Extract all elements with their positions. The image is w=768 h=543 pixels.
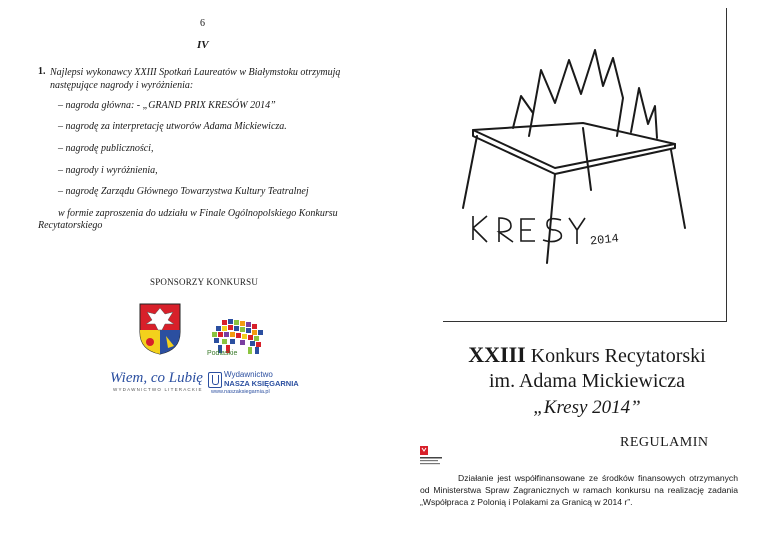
- invite-text: w formie zaproszenia do udziału w Finale Ogólnopolskiego Konkursu: [58, 208, 338, 219]
- award-item: – nagrodę publiczności,: [58, 143, 154, 154]
- publisher-line2: NASZA KSIĘGARNIA: [224, 379, 299, 388]
- publisher-line1: Wydawnictwo: [224, 370, 273, 379]
- regulamin-heading: REGULAMIN: [620, 435, 709, 450]
- title-roman: XXIII: [468, 342, 526, 367]
- publisher-url: www.naszaksiegarnia.pl: [211, 389, 270, 395]
- wiem-co-lubie-logo: Wiem, co Lubię: [110, 370, 203, 386]
- ministry-emblem-logo: [420, 446, 452, 468]
- podlaskie-label: Podlaskie: [207, 350, 238, 357]
- drawing-year: 2014: [589, 231, 620, 249]
- sponsors-heading: SPONSORZY KONKURSU: [150, 277, 259, 287]
- wiem-co-lubie-subtitle: WYDAWNICTWO LITERACKIE: [113, 387, 203, 392]
- nasza-ksiegarnia-icon: [208, 372, 222, 388]
- awards-intro: Najlepsi wykonawcy XXIII Spotkań Laureatów w Białymstoku otrzymują następujące nagrody i wyróżnienia:: [50, 67, 341, 91]
- invite-text-end: Recytatorskiego: [38, 220, 103, 231]
- award-item: – nagrodę Zarządu Głównego Towarzystwa Kultury Teatralnej: [58, 186, 309, 197]
- award-item: – nagrody i wyróżnienia,: [58, 165, 158, 176]
- page-number: 6: [200, 18, 205, 29]
- award-item: – nagroda główna: - „GRAND PRIX KRESÓW 2014”: [58, 100, 276, 111]
- cover-edition: „Kresy 2014”: [533, 397, 641, 418]
- section-heading: IV: [197, 39, 209, 51]
- funding-note: [420, 472, 738, 508]
- table-sketch-drawing: [443, 8, 726, 321]
- cover-subtitle: im. Adama Mickiewicza: [488, 370, 686, 392]
- funding-text: Działanie jest współfinansowane ze środków finansowych otrzymanych od Ministerstwa Spraw Zagranicznych w ramach konkursu na realizację zadania „Współpraca z Polonią i Polakami za Granicą w 2014 r”.: [420, 473, 738, 507]
- cover-title: [415, 342, 759, 368]
- item-number: 1.: [38, 66, 46, 77]
- title-rest: Konkurs Recytatorski: [525, 345, 706, 367]
- award-item: – nagrodę za interpretację utworów Adama Mickiewicza.: [58, 121, 287, 132]
- bialystok-coat-of-arms-logo: [138, 302, 182, 356]
